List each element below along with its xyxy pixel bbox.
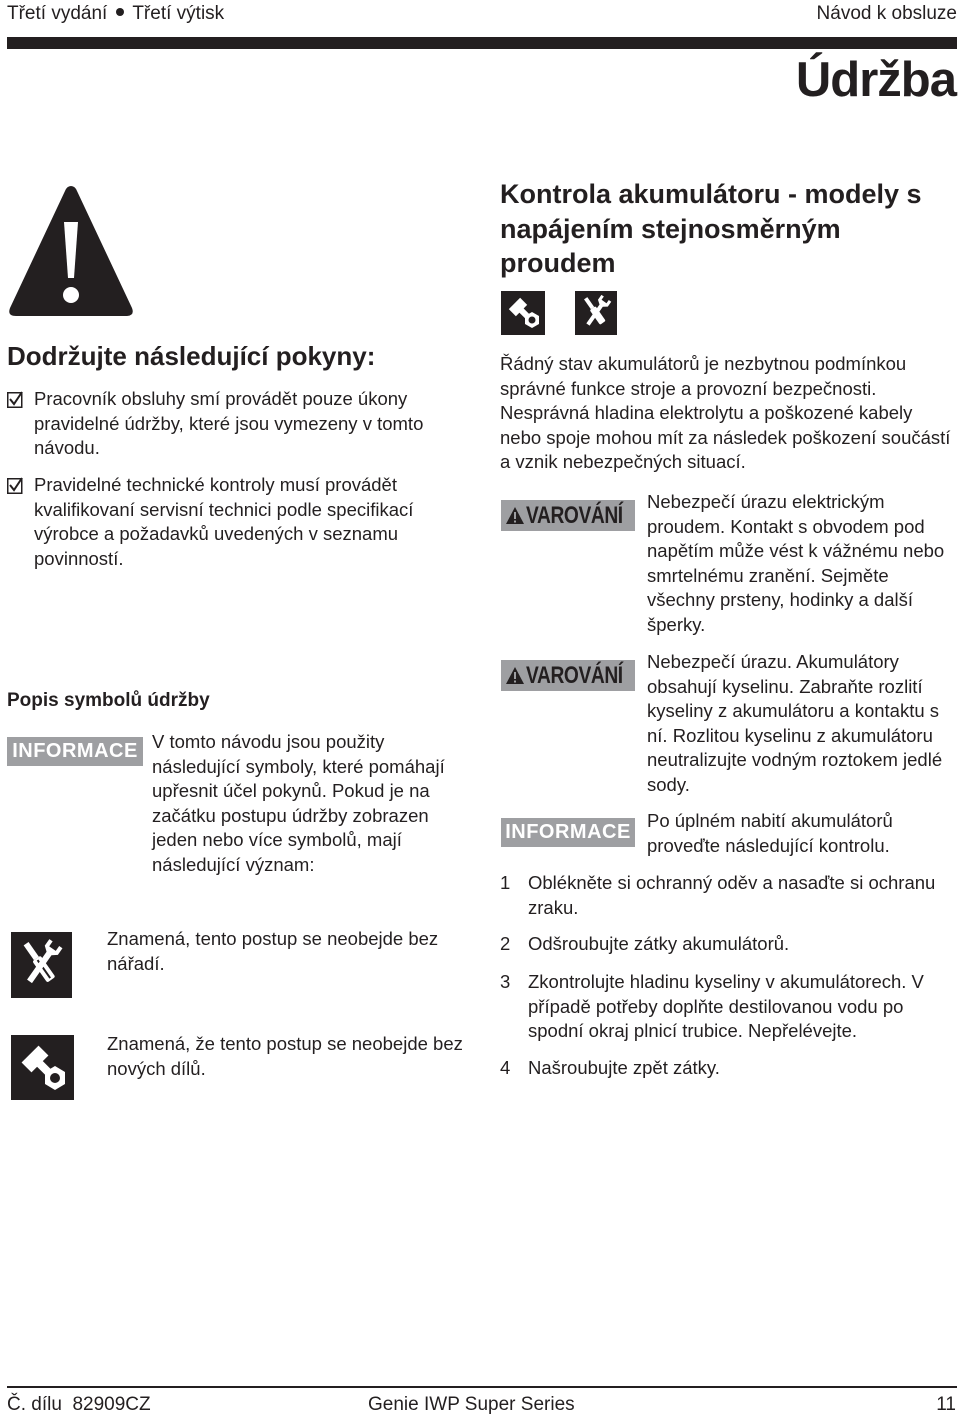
info-text: Po úplném nabití akumulátorů proveďte následující kontrolu. bbox=[647, 810, 893, 856]
page-title: Údržba bbox=[795, 53, 956, 107]
warning-badge bbox=[501, 500, 635, 531]
step-text: Zkontrolujte hladinu kyseliny v akumulátorech. V případě potřeby doplňte destilovanou vodu po spodní okraj plnicí trubice. Nepřelévejte. bbox=[528, 971, 924, 1041]
warning-badge bbox=[501, 660, 635, 691]
rules-heading: Dodržujte následující pokyny: bbox=[7, 341, 376, 371]
section-heading: Kontrola akumulátoru - modely s napájením stejnosměrným proudem bbox=[500, 179, 922, 278]
step-item bbox=[500, 871, 955, 920]
warning-triangle-icon bbox=[505, 506, 525, 525]
checkbox-icon bbox=[7, 477, 23, 494]
step-item bbox=[500, 970, 955, 1044]
checklist-item-text: Pravidelné technické kontroly musí provádět kvalifikovaní servisní technici podle specifikací výrobce a požadavků uvedených v seznamu povinností. bbox=[34, 474, 414, 569]
step-number: 1 bbox=[500, 872, 511, 893]
header-manual-type: Návod k obsluze bbox=[816, 3, 957, 24]
tools-icon bbox=[575, 291, 617, 335]
step-text: Odšroubujte zátky akumulátorů. bbox=[528, 933, 790, 954]
step-text: Našroubujte zpět zátky. bbox=[528, 1057, 720, 1078]
checkbox-icon bbox=[7, 391, 23, 408]
header-edition bbox=[7, 3, 224, 25]
info-text: V tomto návodu jsou použity následující symboly, které pomáhají upřesnit účel pokynů. Pokud je na začátku postupu údržby zobrazen jeden nebo více symbolů, mají následující význam: bbox=[152, 731, 445, 875]
info-badge: INFORMACE bbox=[501, 818, 635, 847]
footer-part-number: Č. dílu 82909CZ bbox=[7, 1394, 151, 1415]
warning-badge-label: VAROVÁNÍ bbox=[526, 502, 623, 529]
checklist-item bbox=[7, 473, 477, 571]
symbols-heading: Popis symbolů údržby bbox=[7, 690, 210, 711]
warning-badge-label: VAROVÁNÍ bbox=[526, 662, 623, 689]
step-item bbox=[500, 1056, 955, 1081]
warning-text: Nebezpečí úrazu elektrickým proudem. Kontakt s obvodem pod napětím může vést k vážnému nebo smrtelnému zranění. Sejměte všechny prsteny, hodinky a další šperky. bbox=[647, 491, 945, 635]
tools-icon bbox=[11, 932, 72, 998]
parts-symbol-description: Znamená, že tento postup se neobejde bez nových dílů. bbox=[107, 1033, 463, 1079]
parts-icon bbox=[11, 1035, 74, 1100]
page-number: 11 bbox=[936, 1394, 956, 1415]
bullet-dot-icon bbox=[116, 8, 124, 16]
info-badge: INFORMACE bbox=[7, 737, 143, 766]
checklist-item bbox=[7, 387, 477, 461]
footer-product-name: Genie IWP Super Series bbox=[368, 1394, 575, 1415]
footer-divider bbox=[7, 1386, 957, 1388]
header-divider bbox=[7, 37, 957, 49]
warning-triangle-icon bbox=[6, 182, 136, 322]
checklist-item-text: Pracovník obsluhy smí provádět pouze úkony pravidelné údržby, které jsou vymezeny v tomto návodu. bbox=[34, 388, 424, 458]
header-printing-label: Třetí výtisk bbox=[132, 3, 225, 24]
warning-triangle-icon bbox=[505, 666, 525, 685]
warning-text: Nebezpečí úrazu. Akumulátory obsahují kyselinu. Zabraňte rozlití kyseliny z akumulátoru a kontaktu s ní. Rozlitou kyselinu z akumulátoru neutralizujte vodným roztokem jedlé sody. bbox=[647, 651, 943, 795]
step-text: Oblékněte si ochranný oděv a nasaďte si ochranu zraku. bbox=[528, 872, 936, 918]
header-edition-label: Třetí vydání bbox=[7, 3, 108, 24]
step-number: 3 bbox=[500, 971, 511, 992]
battery-intro-text: Řádný stav akumulátorů je nezbytnou podmínkou správné funkce stroje a provozní bezpečnosti. Nesprávná hladina elektrolytu a poškozené kabely nebo spoje mohou mít za následek poškození součástí a vznik nebezpečných situací. bbox=[500, 353, 951, 472]
step-number: 4 bbox=[500, 1057, 511, 1078]
step-item bbox=[500, 932, 955, 957]
step-number: 2 bbox=[500, 933, 511, 954]
tools-symbol-description: Znamená, tento postup se neobejde bez nářadí. bbox=[107, 928, 439, 974]
parts-icon bbox=[501, 291, 545, 335]
